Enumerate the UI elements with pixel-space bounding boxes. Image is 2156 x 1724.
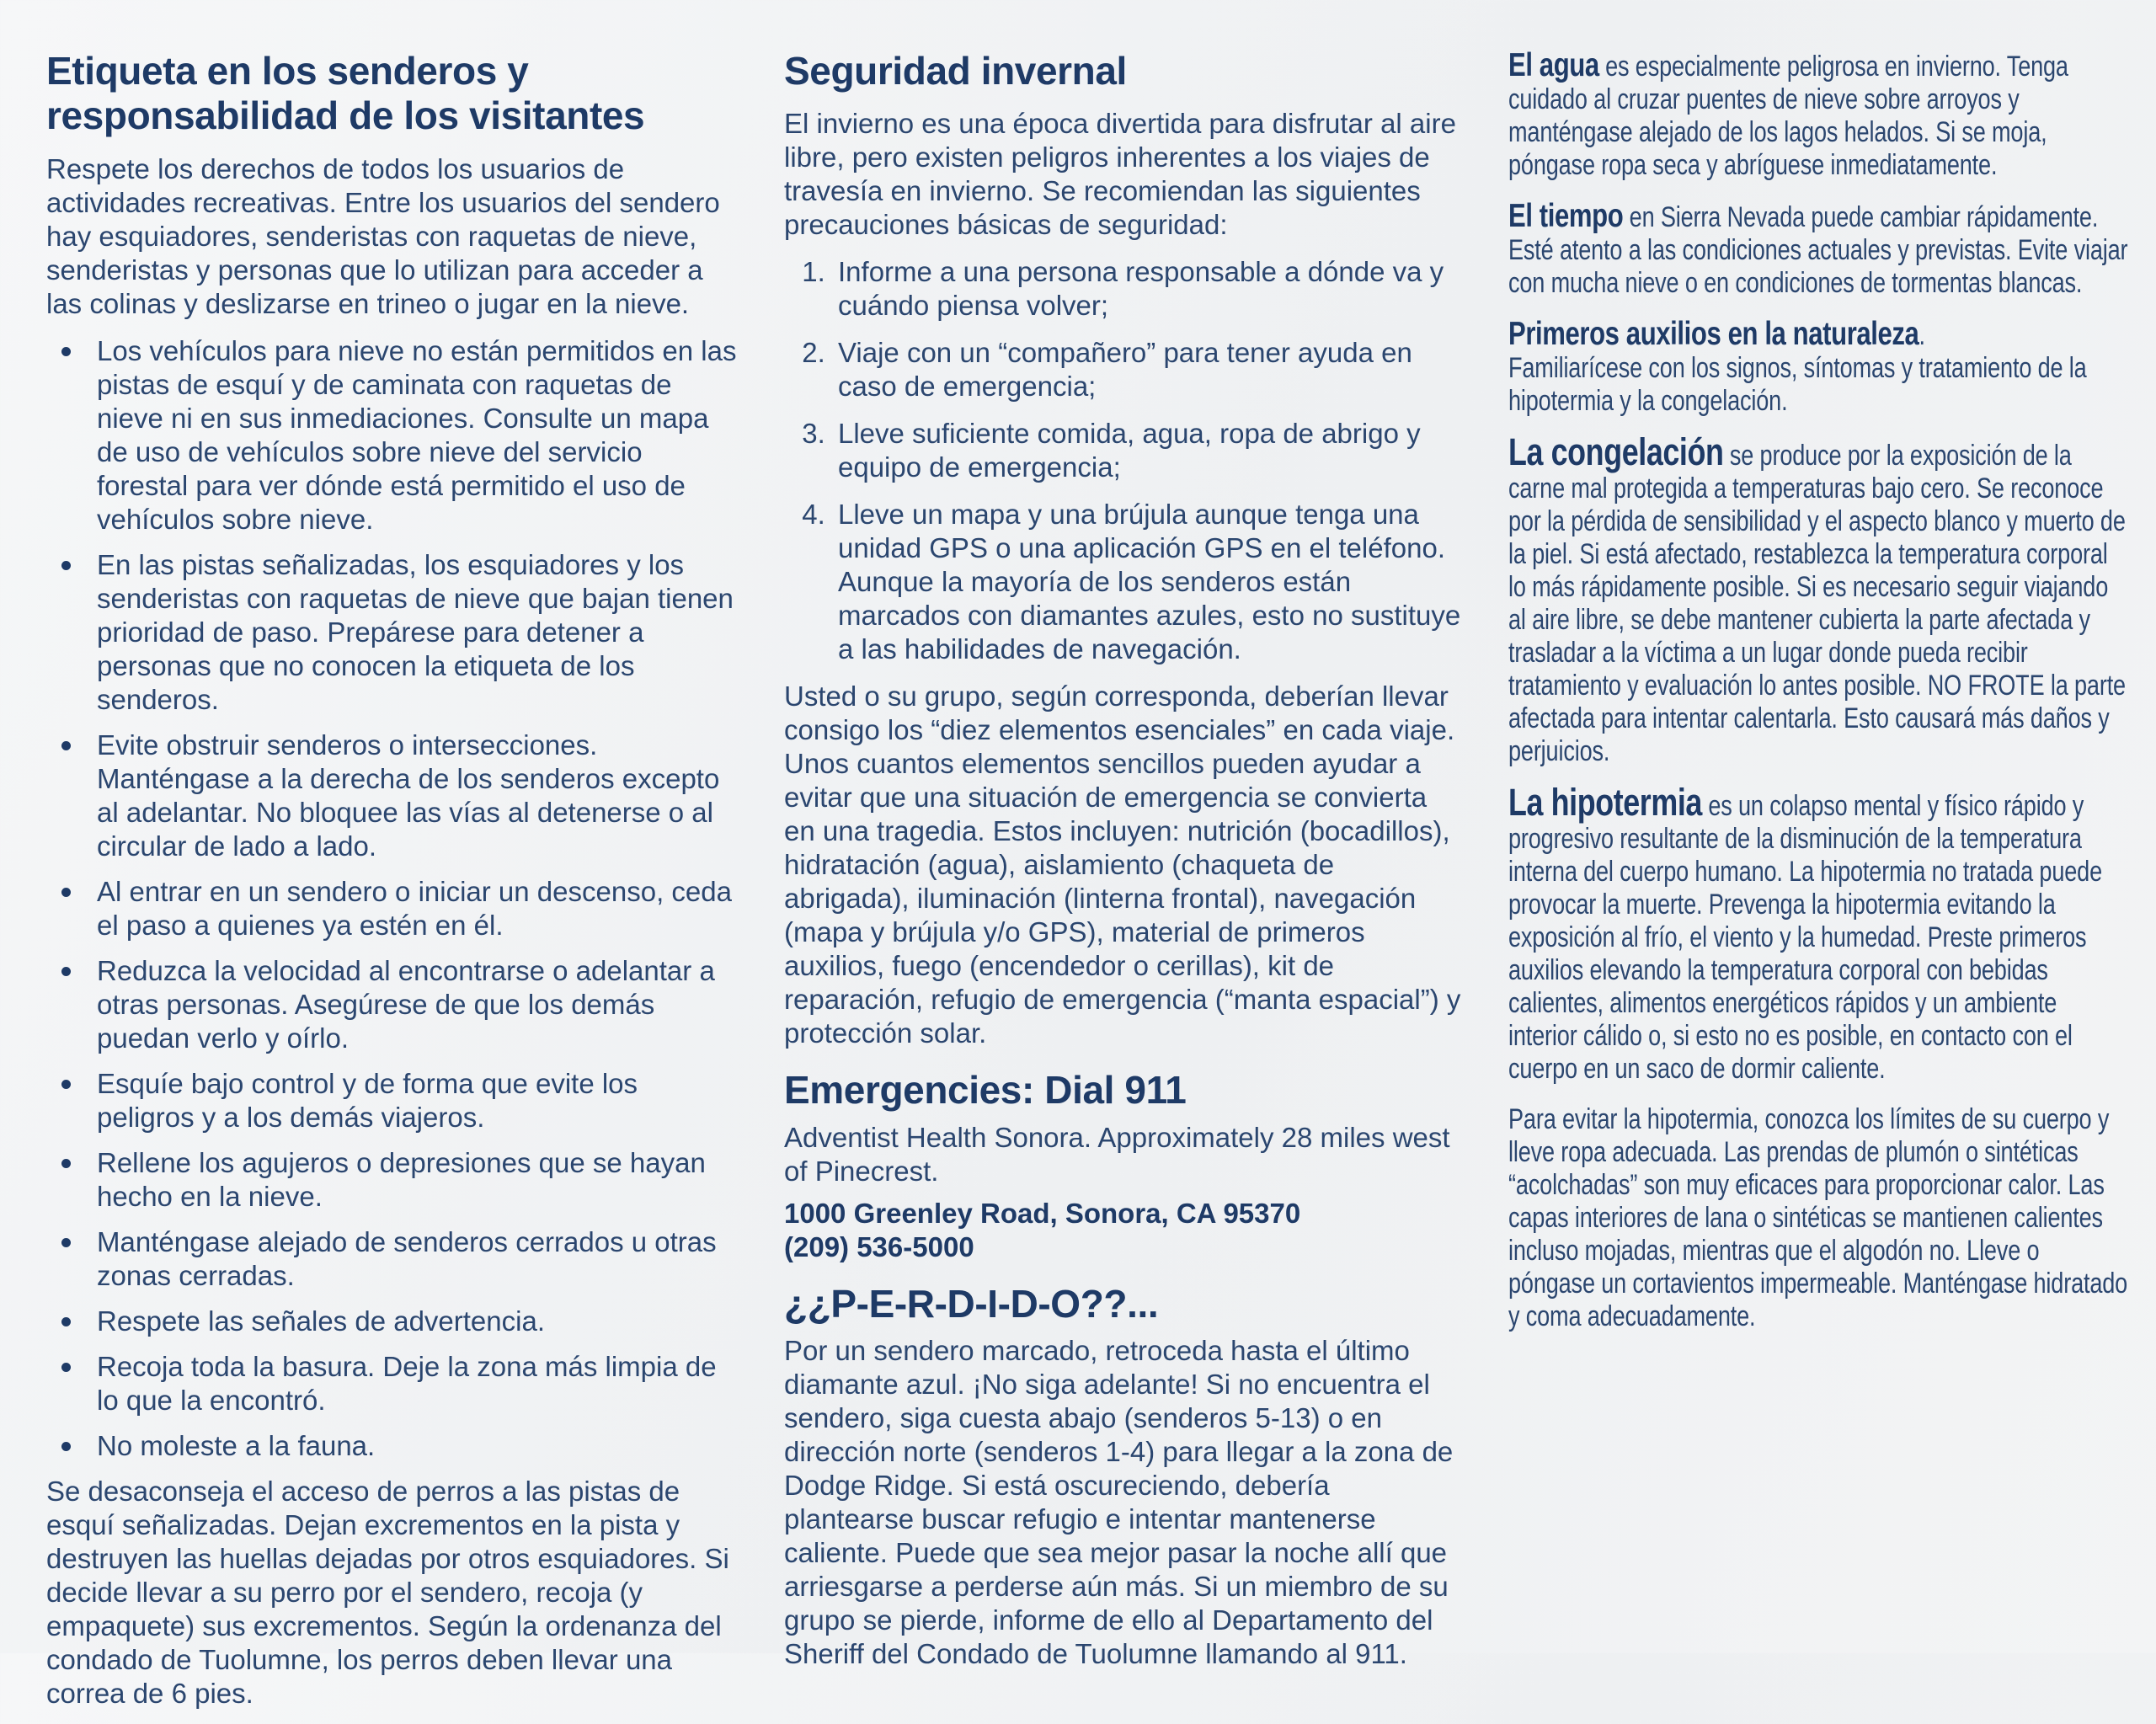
emergencies-phone: (209) 536-5000 <box>784 1230 974 1262</box>
hazard-lead: El agua <box>1508 47 1599 83</box>
bullet-item: No moleste a la fauna. <box>97 1429 737 1463</box>
hazard-sections <box>1508 49 2132 1333</box>
emergencies-address-block <box>784 1197 1461 1264</box>
perdido-paragraph: Por un sendero marcado, retroceda hasta el último diamante azul. ¡No siga adelante! Si no encuentra el sendero, siga cuesta abajo (senderos 5-13) o en dirección norte (senderos 1-4) para llegar a la zona de Dodge Ridge. Si está oscureciendo, debería plantearse buscar refugio e intentar mantenerse caliente. Puede que sea mejor pasar la noche allí que arriesgarse a perderse aún más. Si un miembro de su grupo se pierde, informe de ello al Departamento del Sheriff del Condado de Tuolumne llamando al 911. <box>784 1335 1454 1670</box>
hazard-lead: La hipotermia <box>1508 781 1702 824</box>
bullet-item: Rellene los agujeros o depresiones que se hayan hecho en la nieve. <box>97 1146 737 1214</box>
etiquette-bullet-list <box>46 334 737 1463</box>
bullet-item: Al entrar en un sendero o iniciar un descenso, ceda el paso a quienes ya estén en él. <box>97 875 737 942</box>
bullet-item: Recoja toda la basura. Deje la zona más limpia de lo que la encontró. <box>97 1350 737 1417</box>
column-hazards <box>1508 49 2132 1724</box>
numbered-item: 1. Informe a una persona responsable a dónde va y cuándo piensa volver; <box>833 255 1461 323</box>
numbered-item: 2. Viaje con un “compañero” para tener ayuda en caso de emergencia; <box>833 336 1461 403</box>
column-trail-etiquette <box>46 49 737 1724</box>
etiquette-outro: Se desaconseja el acceso de perros a las pistas de esquí señalizadas. Dejan excrementos en la pista y destruyen las huellas dejadas por otros esquiadores. Si decide llevar a su perro por el sendero, recoja (y empaquete) sus excrementos. Según la ordenanza del condado de Tuolumne, los perros deben llevar una correa de 6 pies. <box>46 1475 729 1709</box>
hazard-paragraph: El tiempo en Sierra Nevada puede cambiar rápidamente. Esté atento a las condiciones actuales y previstas. Evite viajar con mucha nieve o en condiciones de tormentas blancas. <box>1508 198 2128 299</box>
numbered-item: 4. Lleve un mapa y una brújula aunque tenga una unidad GPS o una aplicación GPS en el teléfono. Aunque la mayoría de los senderos están marcados con diamantes azules, esto no sustituye a las habilidades de navegación. <box>833 498 1461 666</box>
bullet-item: Respete las señales de advertencia. <box>97 1305 737 1338</box>
hazard-lead: La congelación <box>1508 430 1724 473</box>
hazard-paragraph: Para evitar la hipotermia, conozca los límites de su cuerpo y lleve ropa adecuada. Las prendas de plumón o sintéticas “acolchadas” son muy eficaces para proporcionar calor. Las capas interiores de lana o sintéticas se mantienen calientes incluso mojadas, mientras que el algodón no. Lleve o póngase un cortavientos impermeable. Manténgase hidratado y coma adecuadamente. <box>1508 1103 2128 1332</box>
ten-essentials-paragraph: Usted o su grupo, según corresponda, deberían llevar consigo los “diez elementos esenciales” en cada viaje. Unos cuantos elementos sencillos pueden ayudar a evitar que una situación de emergencia se convierta en una tragedia. Estos incluyen: nutrición (bocadillos), hidratación (agua), aislamiento (chaqueta de abrigada), iluminación (linterna frontal), navegación (mapa y brújula y/o GPS), material de primeros auxilios, fuego (encendedor o cerillas), kit de reparación, refugio de emergencia (“manta espacial”) y protección solar. <box>784 681 1461 1049</box>
bullet-item: Evite obstruir senderos o intersecciones. Manténgase a la derecha de los senderos excepto al adelantar. No bloquee las vías al detenerse o al circular de lado a lado. <box>97 729 737 863</box>
etiquette-heading: Etiqueta en los senderos y responsabilidad de los visitantes <box>46 49 645 138</box>
column-winter-safety <box>784 49 1461 1724</box>
emergencies-heading: Emergencies: Dial 911 <box>784 1068 1187 1113</box>
emergencies-address: 1000 Greenley Road, Sonora, CA 95370 <box>784 1197 1301 1229</box>
bullet-item: Manténgase alejado de senderos cerrados u otras zonas cerradas. <box>97 1225 737 1293</box>
bullet-item: Reduzca la velocidad al encontrarse o adelantar a otras personas. Asegúrese de que los demás puedan verlo y oírlo. <box>97 954 737 1055</box>
hazard-paragraph: Primeros auxilios en la naturaleza. Familiarícese con los signos, síntomas y tratamiento de la hipotermia y la congelación. <box>1508 316 2087 417</box>
hazard-lead: Primeros auxilios en la naturaleza <box>1508 316 1919 352</box>
winter-safety-heading: Seguridad invernal <box>784 49 1127 93</box>
hazard-paragraph: La congelación se produce por la exposición de la carne mal protegida a temperaturas bajo cero. Se reconoce por la pérdida de sensibilidad y el aspecto blanco y muerto de la piel. Si está afectado, restablezca la temperatura corporal lo más rápidamente posible. Si es necesario seguir viajando al aire libre, se debe mantener cubierta la parte afectada y trasladar a la víctima a un lugar donde pueda recibir tratamiento y evaluación lo antes posible. NO FROTE la parte afectada para intentar calentarla. Esto causará más daños y perjuicios. <box>1508 430 2126 767</box>
bullet-item: Los vehículos para nieve no están permitidos en las pistas de esquí y de caminata con raquetas de nieve ni en sus inmediaciones. Consulte un mapa de uso de vehículos sobre nieve del servicio forestal para ver dónde está permitido el uso de vehículos sobre nieve. <box>97 334 737 535</box>
numbered-item: 3. Lleve suficiente comida, agua, ropa de abrigo y equipo de emergencia; <box>833 417 1461 484</box>
hazard-paragraph: La hipotermia es un colapso mental y físico rápido y progresivo resultante de la disminución de la temperatura interna del cuerpo humano. La hipotermia no tratada puede provocar la muerte. Prevenga la hipotermia evitando la exposición al frío, el viento y la humedad. Preste primeros auxilios elevando la temperatura corporal con bebidas calientes, alimentos energéticos rápidos y un ambiente interior cálido o, si esto no es posible, en contacto con el cuerpo en un saco de dormir caliente. <box>1508 781 2102 1085</box>
winter-safety-intro: El invierno es una época divertida para disfrutar al aire libre, pero existen peligros inherentes a los viajes de travesía en invierno. Se recomiendan las siguientes precauciones básicas de seguridad: <box>784 108 1456 241</box>
bullet-item: En las pistas señalizadas, los esquiadores y los senderistas con raquetas de nieve que bajan tienen prioridad de paso. Prepárese para detener a personas que no conocen la etiqueta de los senderos. <box>97 548 737 717</box>
hazard-lead: El tiempo <box>1508 198 1624 234</box>
etiquette-intro: Respete los derechos de todos los usuarios de actividades recreativas. Entre los usuarios del sendero hay esquiadores, senderistas con raquetas de nieve, senderistas y personas que lo utilizan para acceder a las colinas y deslizarse en trineo o jugar en la nieve. <box>46 152 720 319</box>
winter-safety-numbered-list <box>784 255 1461 666</box>
emergencies-text: Adventist Health Sonora. Approximately 28 miles west of Pinecrest. <box>784 1121 1450 1187</box>
perdido-heading: ¿¿P-E-R-D-I-D-O??... <box>784 1281 1159 1326</box>
hazard-paragraph: El agua es especialmente peligrosa en invierno. Tenga cuidado al cruzar puentes de nieve sobre arroyos y manténgase alejado de los lagos helados. Si se moja, póngase ropa seca y abríguese inmediatamente. <box>1508 47 2068 181</box>
bullet-item: Esquíe bajo control y de forma que evite los peligros y a los demás viajeros. <box>97 1067 737 1134</box>
